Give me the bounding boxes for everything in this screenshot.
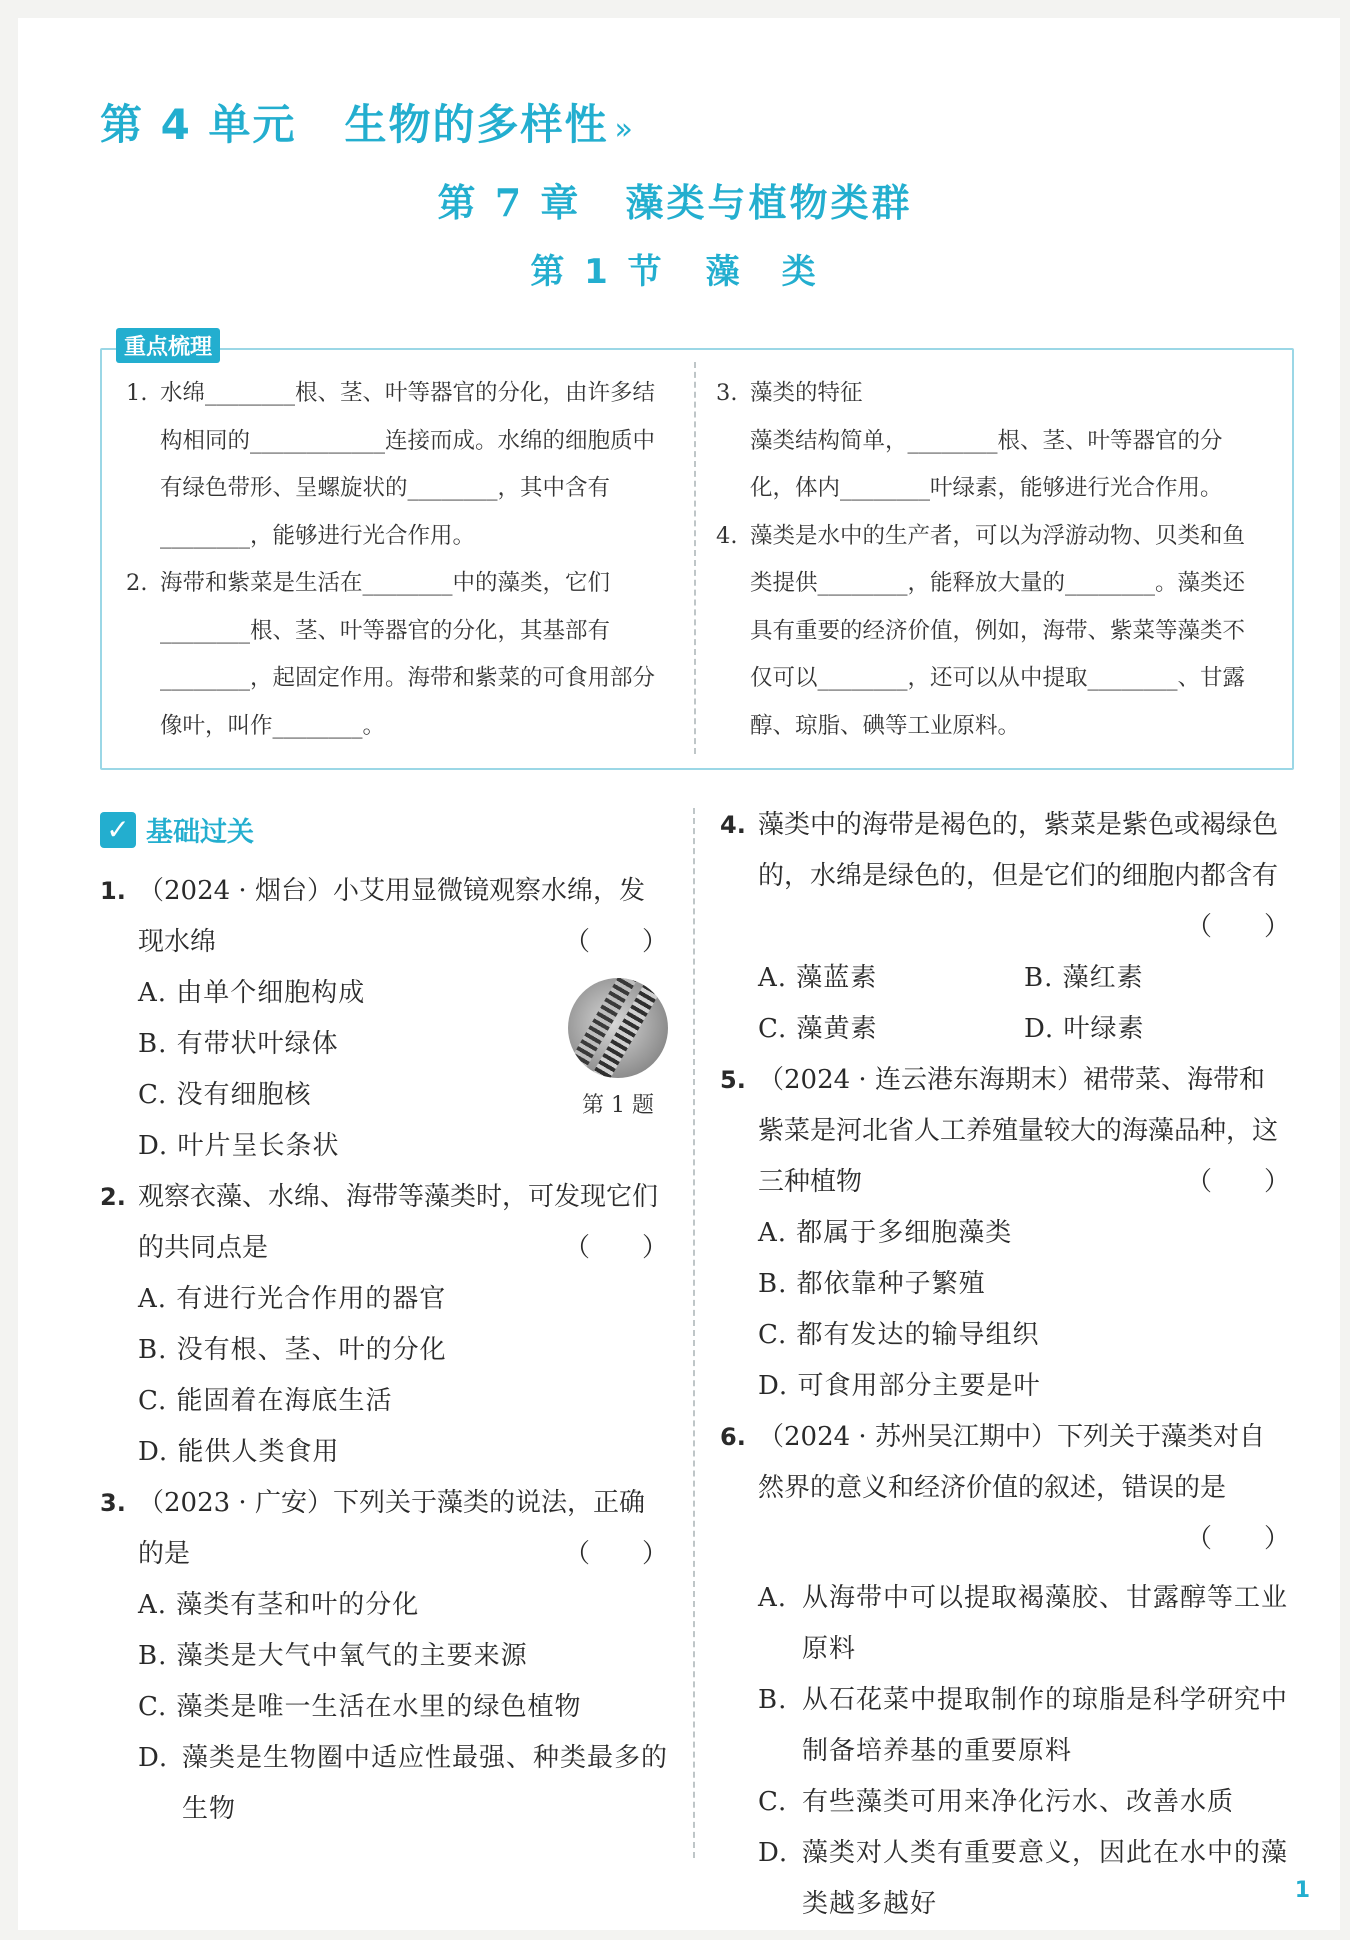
q6-option-c: C. 有些藻类可用来净化污水、改善水质 [758,1787,1235,1817]
answer-bracket: （ ） [563,1233,668,1263]
question-4: 4. 藻类中的海带是褐色的，紫菜是紫色或褐绿色的，水绵是绿色的，但是它们的细胞内都含有 （ ） [720,800,1290,953]
q3-option-d: D. 藻类是生物圈中适应性最强、种类最多的生物 [138,1743,669,1824]
q4-option-c: C. 藻黄素 [758,1014,878,1044]
q5-option-c: C. 都有发达的输导组织 [758,1320,1040,1350]
question-1: 1. （2024 · 烟台）小艾用显微镜观察水绵，发现水绵 （ ） [100,866,668,968]
key-point-3-body: 藻类结构简单，________根、茎、叶等器官的分化，体内________叶绿素，能够进行光合作用。 [750,427,1223,501]
questions-right-column [720,800,1290,1930]
q1-option-c: C. 没有细胞核 [138,1080,312,1110]
section-label: 第 1 节 [530,252,666,292]
check-icon: ✓ [100,812,136,848]
question-1-stem: （2024 · 烟台）小艾用显微镜观察水绵，发现水绵 （ ） [138,866,668,968]
q4-options-row-2 [720,1004,1290,1055]
key-point-2: 2. 海带和紫菜是生活在________中的藻类，它们________根、茎、叶等器官的分化，其基部有________，起固定作用。海带和紫菜的可食用部分像叶，叫作________。 [126,570,656,739]
q4-options-row-1 [720,953,1290,1004]
key-point-3: 3. 藻类的特征 [716,380,863,406]
q2-option-b: B. 没有根、茎、叶的分化 [138,1335,447,1365]
q6-option-b: B. 从石花菜中提取制作的琼脂是科学研究中制备培养基的重要原料 [758,1685,1289,1766]
q1-option-b: B. 有带状叶绿体 [138,1029,339,1059]
question-5: 5. （2024 · 连云港东海期末）裙带菜、海带和紫菜是河北省人工养殖量较大的海藻品种，这三种植物 （ ） [720,1055,1290,1208]
page-number: 1 [1294,1878,1310,1903]
question-6: 6. （2024 · 苏州吴江期中）下列关于藻类对自然界的意义和经济价值的叙述，错误的是 [720,1422,1265,1503]
q2-option-d: D. 能供人类食用 [138,1437,340,1467]
key-point-1: 1. 水绵________根、茎、叶等器官的分化，由许多结构相同的____________连接而成。水绵的细胞质中有绿色带形、呈螺旋状的________，其中含有________，能够进行光合作用。 [126,380,656,549]
section-name: 藻 类 [705,252,820,292]
q5-option-d: D. 可食用部分主要是叶 [758,1371,1041,1401]
q3-option-b: B. 藻类是大气中氧气的主要来源 [138,1641,528,1671]
q4-option-a: A. 藻蓝素 [758,963,878,993]
chapter-name: 藻类与植物类群 [625,180,913,225]
q1-option-a: A. 由单个细胞构成 [138,978,366,1008]
chevron-right-icon: » [614,112,635,147]
q3-option-a: A. 藻类有茎和叶的分化 [138,1590,420,1620]
question-2: 2. 观察衣藻、水绵、海带等藻类时，可发现它们的共同点是 （ ） [100,1172,668,1274]
spirogyra-micrograph [568,978,668,1078]
basic-section-header [100,810,254,849]
q3-option-c: C. 藻类是唯一生活在水里的绿色植物 [138,1692,582,1722]
key-point-4: 4. 藻类是水中的生产者，可以为浮游动物、贝类和鱼类提供________，能释放大量的________。藻类还具有重要的经济价值，例如，海带、紫菜等藻类不仅可以________，还可以从中提取________、甘露醇、琼脂、碘等工业原料。 [716,522,1246,739]
q2-option-a: A. 有进行光合作用的器官 [138,1284,447,1314]
key-points-left-column [126,370,674,750]
key-points-tag: 重点梳理 [116,328,220,363]
q4-option-b: B. 藻红素 [1024,963,1144,993]
q6-option-d: D. 藻类对人类有重要意义，因此在水中的藻类越多越好 [758,1838,1289,1919]
questions-divider [693,808,695,1858]
answer-bracket: （ ） [1185,912,1290,942]
answer-bracket: （ ） [1185,1167,1290,1197]
key-points-right-column [716,370,1264,750]
unit-name: 生物的多样性 [344,100,609,149]
section-title [0,244,1350,293]
question-3: 3. （2023 · 广安）下列关于藻类的说法，正确的是 （ ） [100,1478,668,1580]
chapter-label: 第 7 章 [437,180,582,225]
answer-bracket: （ ） [563,1539,668,1569]
q4-option-d: D. 叶绿素 [1024,1014,1145,1044]
q5-option-a: A. 都属于多细胞藻类 [758,1218,1013,1248]
basic-section-title: 基础过关 [146,817,254,848]
figure-caption: 第 1 题 [582,1093,654,1118]
unit-title [100,92,635,152]
q6-option-a: A. 从海带中可以提取褐藻胶、甘露醇等工业原料 [758,1583,1289,1664]
q5-option-b: B. 都依靠种子繁殖 [758,1269,986,1299]
chapter-title [0,172,1350,227]
answer-bracket: （ ） [1185,1524,1290,1554]
key-points-divider [694,362,696,754]
unit-label: 第 4 单元 [100,100,297,149]
q1-option-d: D. 叶片呈长条状 [138,1131,340,1161]
q2-option-c: C. 能固着在海底生活 [138,1386,393,1416]
answer-bracket: （ ） [563,927,668,957]
